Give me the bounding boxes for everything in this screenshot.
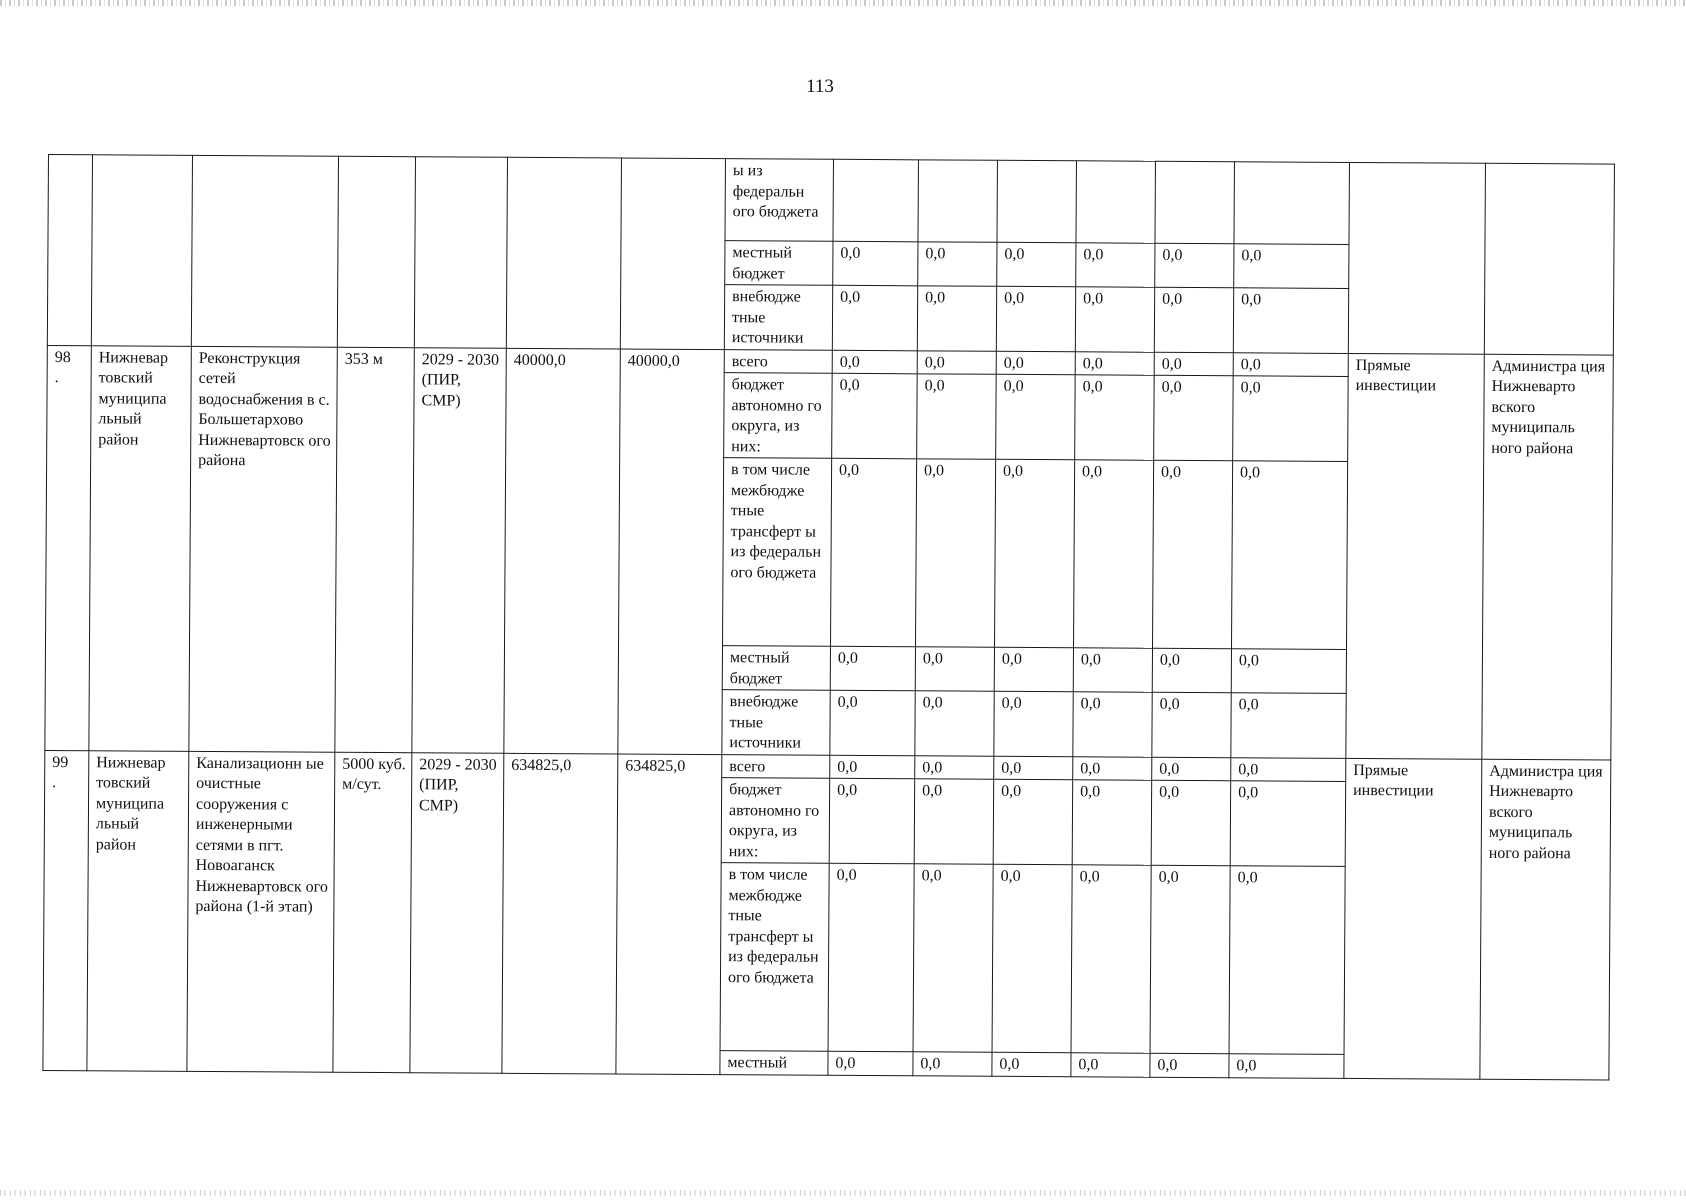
category-cell: внебюдже тные источники (722, 690, 830, 755)
value-cell: 0,0 (1150, 1053, 1229, 1077)
continuation-municipality-cell (91, 155, 192, 346)
value-cell: 0,0 (1229, 866, 1345, 1055)
period-cell: 2029 - 2030 (ПИР, СМР) (410, 752, 504, 1073)
project-name-cell: Реконструкция сетей водоснабжения в с. Большетархово Нижневартовск ого района (189, 346, 337, 752)
value-cell: 0,0 (916, 459, 996, 647)
value-cell (997, 160, 1076, 242)
value-cell: 0,0 (1075, 375, 1155, 460)
value-cell: 0,0 (1071, 865, 1151, 1053)
value-cell: 0,0 (915, 691, 994, 756)
value-cell: 0,0 (832, 285, 917, 350)
value-cell: 0,0 (1233, 352, 1348, 376)
value-cell: 0,0 (997, 242, 1076, 286)
value-cell: 0,0 (1075, 287, 1154, 352)
value-cell: 0,0 (1076, 243, 1155, 287)
value-cell: 0,0 (1073, 648, 1152, 692)
value-cell: 0,0 (1231, 757, 1346, 781)
value-cell: 0,0 (1153, 460, 1233, 648)
value-cell: 0,0 (913, 864, 993, 1052)
value-cell: 0,0 (828, 863, 914, 1052)
value-cell: 0,0 (994, 691, 1073, 756)
investment-table (42, 154, 1615, 1080)
value-cell: 0,0 (1072, 780, 1152, 865)
cost-cell: 634825,0 (502, 753, 618, 1074)
value-cell: 0,0 (996, 374, 1076, 459)
value-cell: 0,0 (1151, 780, 1231, 865)
value-cell: 0,0 (830, 755, 915, 779)
category-cell: всего (724, 349, 832, 373)
scan-edge-bottom (0, 1190, 1686, 1196)
value-cell: 0,0 (917, 350, 996, 374)
value-cell: 0,0 (992, 864, 1072, 1052)
continuation-mechanism-cell (1348, 162, 1485, 353)
scan-edge-top (0, 0, 1686, 6)
page-number: 113 (806, 76, 834, 97)
mechanism-cell: Прямые инвестиции (1346, 353, 1484, 759)
value-cell: 0,0 (915, 647, 994, 691)
value-cell: 0,0 (1154, 287, 1233, 352)
value-cell: 0,0 (829, 778, 915, 864)
value-cell: 0,0 (914, 779, 994, 864)
value-cell: 0,0 (1074, 460, 1154, 648)
value-cell: 0,0 (994, 756, 1073, 780)
customer-cell: Администра ция Нижневарто вского муниципаль ного района (1480, 759, 1611, 1080)
project-number-suffix: . (54, 369, 59, 387)
value-cell: 0,0 (1154, 352, 1233, 376)
value-cell: 0,0 (832, 350, 917, 374)
value-cell: 0,0 (1234, 244, 1349, 289)
period-cell: 2029 - 2030 (ПИР, СМР) (412, 347, 506, 753)
value-cell: 0,0 (1233, 376, 1349, 462)
project-number: 99 (52, 753, 69, 771)
value-cell (833, 159, 918, 242)
cost-cell: 40000,0 (504, 348, 620, 754)
value-cell: 0,0 (1152, 757, 1231, 781)
category-cell: бюджет автономно го округа, из них: (721, 778, 830, 864)
continuation-capacity-cell (337, 156, 415, 347)
value-cell: 0,0 (1155, 243, 1234, 287)
value-cell: 0,0 (1150, 865, 1230, 1053)
value-cell: 0,0 (1231, 693, 1346, 758)
value-cell: 0,0 (993, 779, 1073, 864)
value-cell: 0,0 (830, 690, 915, 755)
category-cell: в том числе межбюдже тные трансферт ы из федеральн ого бюджета (720, 863, 829, 1052)
value-cell (1155, 161, 1234, 243)
capacity-cell: 353 м (335, 347, 414, 752)
value-cell: 0,0 (828, 1051, 913, 1075)
value-cell: 0,0 (996, 351, 1075, 375)
value-cell: 0,0 (832, 373, 918, 459)
remaining-cost-cell: 634825,0 (616, 753, 722, 1074)
continuation-num-cell (47, 155, 92, 346)
category-cell: всего (722, 754, 830, 778)
category-cell: местный (720, 1051, 828, 1075)
category-cell: внебюдже тные источники (724, 285, 832, 350)
document-sheet (42, 154, 1615, 1080)
value-cell: 0,0 (1231, 461, 1347, 650)
continuation-customer-cell (1484, 163, 1614, 354)
value-cell: 0,0 (913, 1052, 992, 1076)
municipality-cell: Нижневар товский муниципа льный район (87, 750, 189, 1071)
mechanism-cell: Прямые инвестиции (1344, 758, 1482, 1079)
continuation-cost-cell (506, 157, 621, 348)
category-cell: в том числе межбюдже тные трансферт ы из федеральн ого бюджета (723, 458, 832, 647)
value-cell: 0,0 (917, 374, 997, 459)
table-body (43, 155, 1615, 1080)
value-cell: 0,0 (994, 647, 1073, 691)
project-name-cell: Канализационн ые очистные сооружения с инженерными сетями в пгт. Новоаганск Нижневартовск ого района (1-й этап) (187, 751, 335, 1072)
project-number: 98 (54, 348, 71, 366)
value-cell: 0,0 (1073, 692, 1152, 757)
value-cell: 0,0 (1231, 649, 1346, 694)
value-cell: 0,0 (918, 242, 997, 286)
continuation-period-cell (414, 157, 507, 348)
value-cell (1234, 162, 1349, 245)
value-cell: 0,0 (1230, 781, 1346, 867)
value-cell (1076, 161, 1155, 243)
value-cell: 0,0 (915, 755, 994, 779)
value-cell: 0,0 (1071, 1053, 1150, 1077)
project-num-cell (45, 345, 91, 750)
category-cell: местный бюджет (722, 646, 830, 691)
value-cell: 0,0 (1233, 288, 1348, 353)
value-cell: 0,0 (1075, 351, 1154, 375)
capacity-cell: 5000 куб. м/сут. (333, 752, 412, 1072)
value-cell: 0,0 (833, 241, 918, 286)
value-cell: 0,0 (992, 1052, 1071, 1076)
municipality-cell: Нижневар товский муниципа льный район (89, 345, 191, 751)
value-cell: 0,0 (1152, 648, 1231, 692)
value-cell: 0,0 (830, 646, 915, 691)
project-number-suffix: . (52, 774, 57, 792)
value-cell: 0,0 (1229, 1054, 1344, 1078)
value-cell: 0,0 (917, 286, 996, 351)
project-num-cell (43, 750, 89, 1070)
value-cell (918, 160, 997, 242)
value-cell: 0,0 (831, 458, 917, 647)
category-cell: бюджет автономно го округа, из них: (724, 373, 833, 459)
value-cell: 0,0 (1152, 692, 1231, 757)
value-cell: 0,0 (995, 459, 1075, 647)
remaining-cost-cell: 40000,0 (618, 348, 724, 754)
category-cell: местный бюджет (725, 241, 833, 286)
continuation-remaining-cell (620, 158, 725, 349)
category-cell: ы из федеральн ого бюджета (725, 159, 833, 242)
continuation-name-cell (191, 155, 338, 346)
value-cell: 0,0 (996, 286, 1075, 351)
value-cell: 0,0 (1073, 756, 1152, 780)
customer-cell: Администра ция Нижневарто вского муниципаль ного района (1482, 354, 1613, 760)
value-cell: 0,0 (1154, 375, 1234, 460)
